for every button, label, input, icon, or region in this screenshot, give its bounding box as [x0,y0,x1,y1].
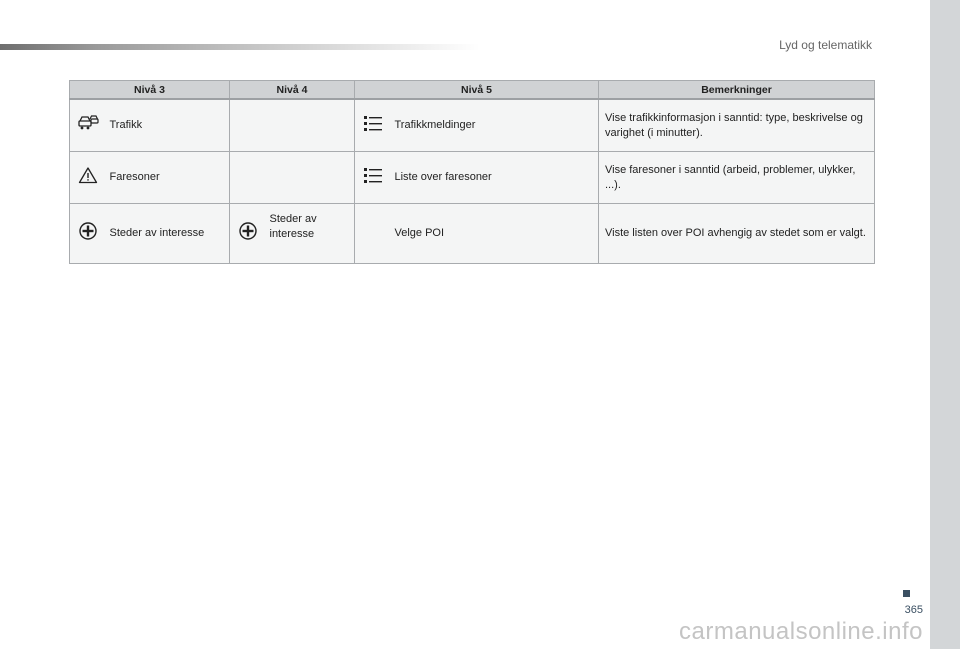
level4-label [266,152,355,204]
level3-icon-cell [70,152,106,204]
level4-label: Steder av interesse [266,204,355,264]
level3-label: Steder av interesse [106,204,230,264]
column-header-level4: Nivå 4 [230,81,355,100]
side-strip [930,0,960,649]
poi-plus-icon [238,221,258,246]
car-traffic-icon [77,114,99,137]
level3-icon-cell [70,204,106,264]
remark-cell: Vise trafikkinformasjon i sanntid: type, beskrivelse og varighet (i minutter). [599,99,875,152]
section-title: Lyd og telematikk [779,38,872,52]
level4-icon-cell [230,152,266,204]
level5-icon-cell [355,99,391,152]
table-row [70,204,875,264]
page-number: 365 [904,604,923,616]
level5-label: Velge POI [391,204,599,264]
column-header-level3: Nivå 3 [70,81,230,100]
watermark-text: carmanualsonline.info [679,618,923,645]
level5-label: Trafikkmeldinger [391,99,599,152]
level4-label [266,99,355,152]
level3-icon-cell [70,99,106,152]
poi-plus-icon [78,221,98,246]
table-header-row [70,81,875,100]
list-icon [363,114,383,137]
level5-icon-cell [355,152,391,204]
page-marker [903,590,910,597]
warning-triangle-icon [78,166,98,189]
header-gradient-rule [0,44,480,50]
table-row [70,152,875,204]
level3-label: Trafikk [106,99,230,152]
table-row [70,99,875,152]
level4-icon-cell [230,99,266,152]
level5-icon-cell [355,204,391,264]
column-header-level5: Nivå 5 [355,81,599,100]
level3-label: Faresoner [106,152,230,204]
remark-cell: Vise faresoner i sanntid (arbeid, problemer, ulykker, ...). [599,152,875,204]
remark-cell: Viste listen over POI avhengig av stedet som er valgt. [599,204,875,264]
menu-table [69,80,875,264]
column-header-remarks: Bemerkninger [599,81,875,100]
list-icon [363,166,383,189]
level5-label: Liste over faresoner [391,152,599,204]
level4-icon-cell [230,204,266,264]
